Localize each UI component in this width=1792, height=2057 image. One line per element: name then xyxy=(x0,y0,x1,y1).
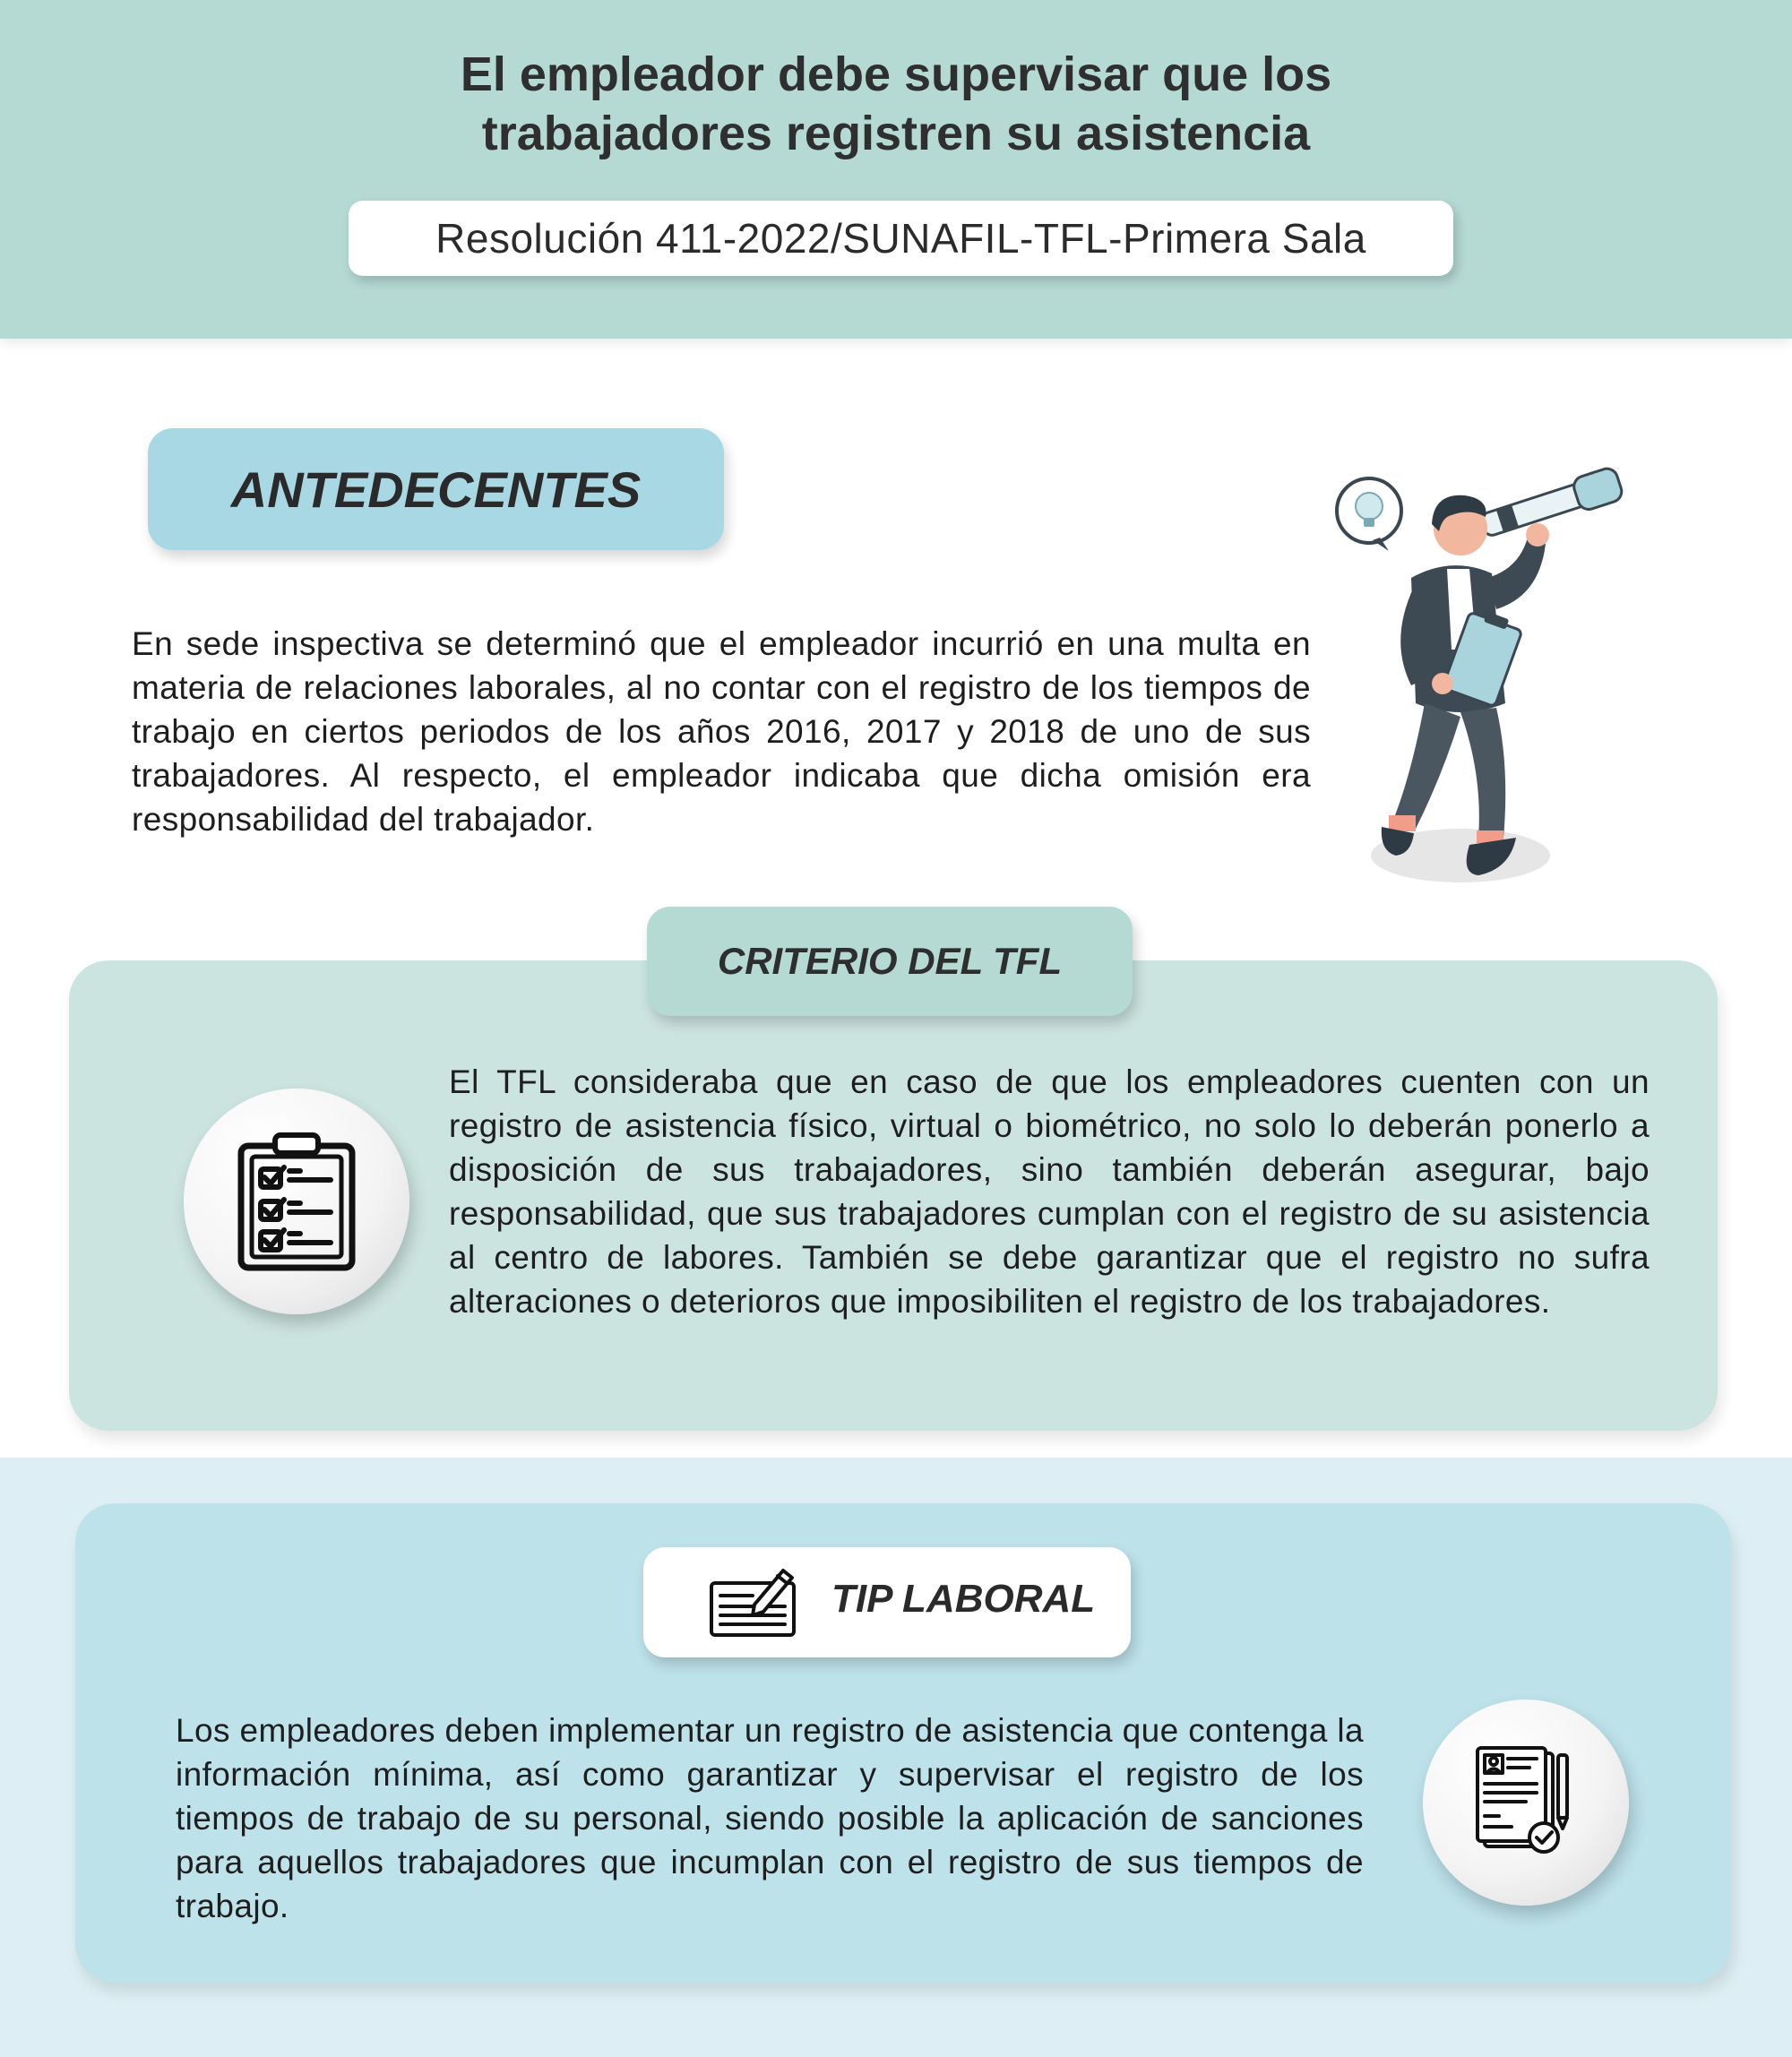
page-title-line-2: trabajadores registren su asistencia xyxy=(481,107,1311,160)
clipboard-checklist-icon xyxy=(234,1130,359,1273)
tip-icon-circle xyxy=(1423,1700,1629,1906)
tip-heading: TIP LABORAL xyxy=(831,1577,1096,1621)
criterio-text: El TFL consideraba que en caso de que los empleadores cuenten con un registro de asistencia físico, virtual o biométrico, no solo lo deberán ponerlo a disposición de sus trabajadores, sino también deberán asegurar, bajo responsabilidad, que sus trabajadores cumplan con el registro de su asistencia al centro de labores. También se debe garantizar que el registro no sufra alteraciones o deterioros que imposibiliten el registro de los trabajadores. xyxy=(449,1063,1650,1320)
writing-pencil-icon xyxy=(708,1563,797,1639)
criterio-icon-circle xyxy=(184,1089,409,1314)
antecedentes-text: En sede inspectiva se determinó que el empleador incurrió en una multa en materia de relaciones laborales, al no contar con el registro de los tiempos de trabajo en ciertos periodos de los años 2016, 2017 y 2018 de uno de sus trabajadores. Al respecto, el empleador indicaba que dicha omisión era responsabilidad del trabajador. xyxy=(132,625,1311,838)
document-verified-icon xyxy=(1472,1744,1580,1861)
criterio-heading: CRITERIO DEL TFL xyxy=(647,907,1133,1016)
resolution-badge: Resolución 411-2022/SUNAFIL-TFL-Primera Sala xyxy=(349,201,1453,276)
tip-text: Los empleadores deben implementar un registro de asistencia que contenga la información mínima, así como garantizar y supervisar el registro de los tiempos de trabajo de su personal, siendo posible la aplicación de sanciones para aquellos trabajadores que incumplan con el registro de sus tiempos de trabajo. xyxy=(176,1712,1364,1924)
man-with-telescope-illustration xyxy=(1326,461,1631,909)
page-title-line-1: El empleador debe supervisar que los xyxy=(460,47,1332,101)
page-title xyxy=(0,45,1792,163)
antecedentes-heading: ANTEDECENTES xyxy=(148,428,724,550)
